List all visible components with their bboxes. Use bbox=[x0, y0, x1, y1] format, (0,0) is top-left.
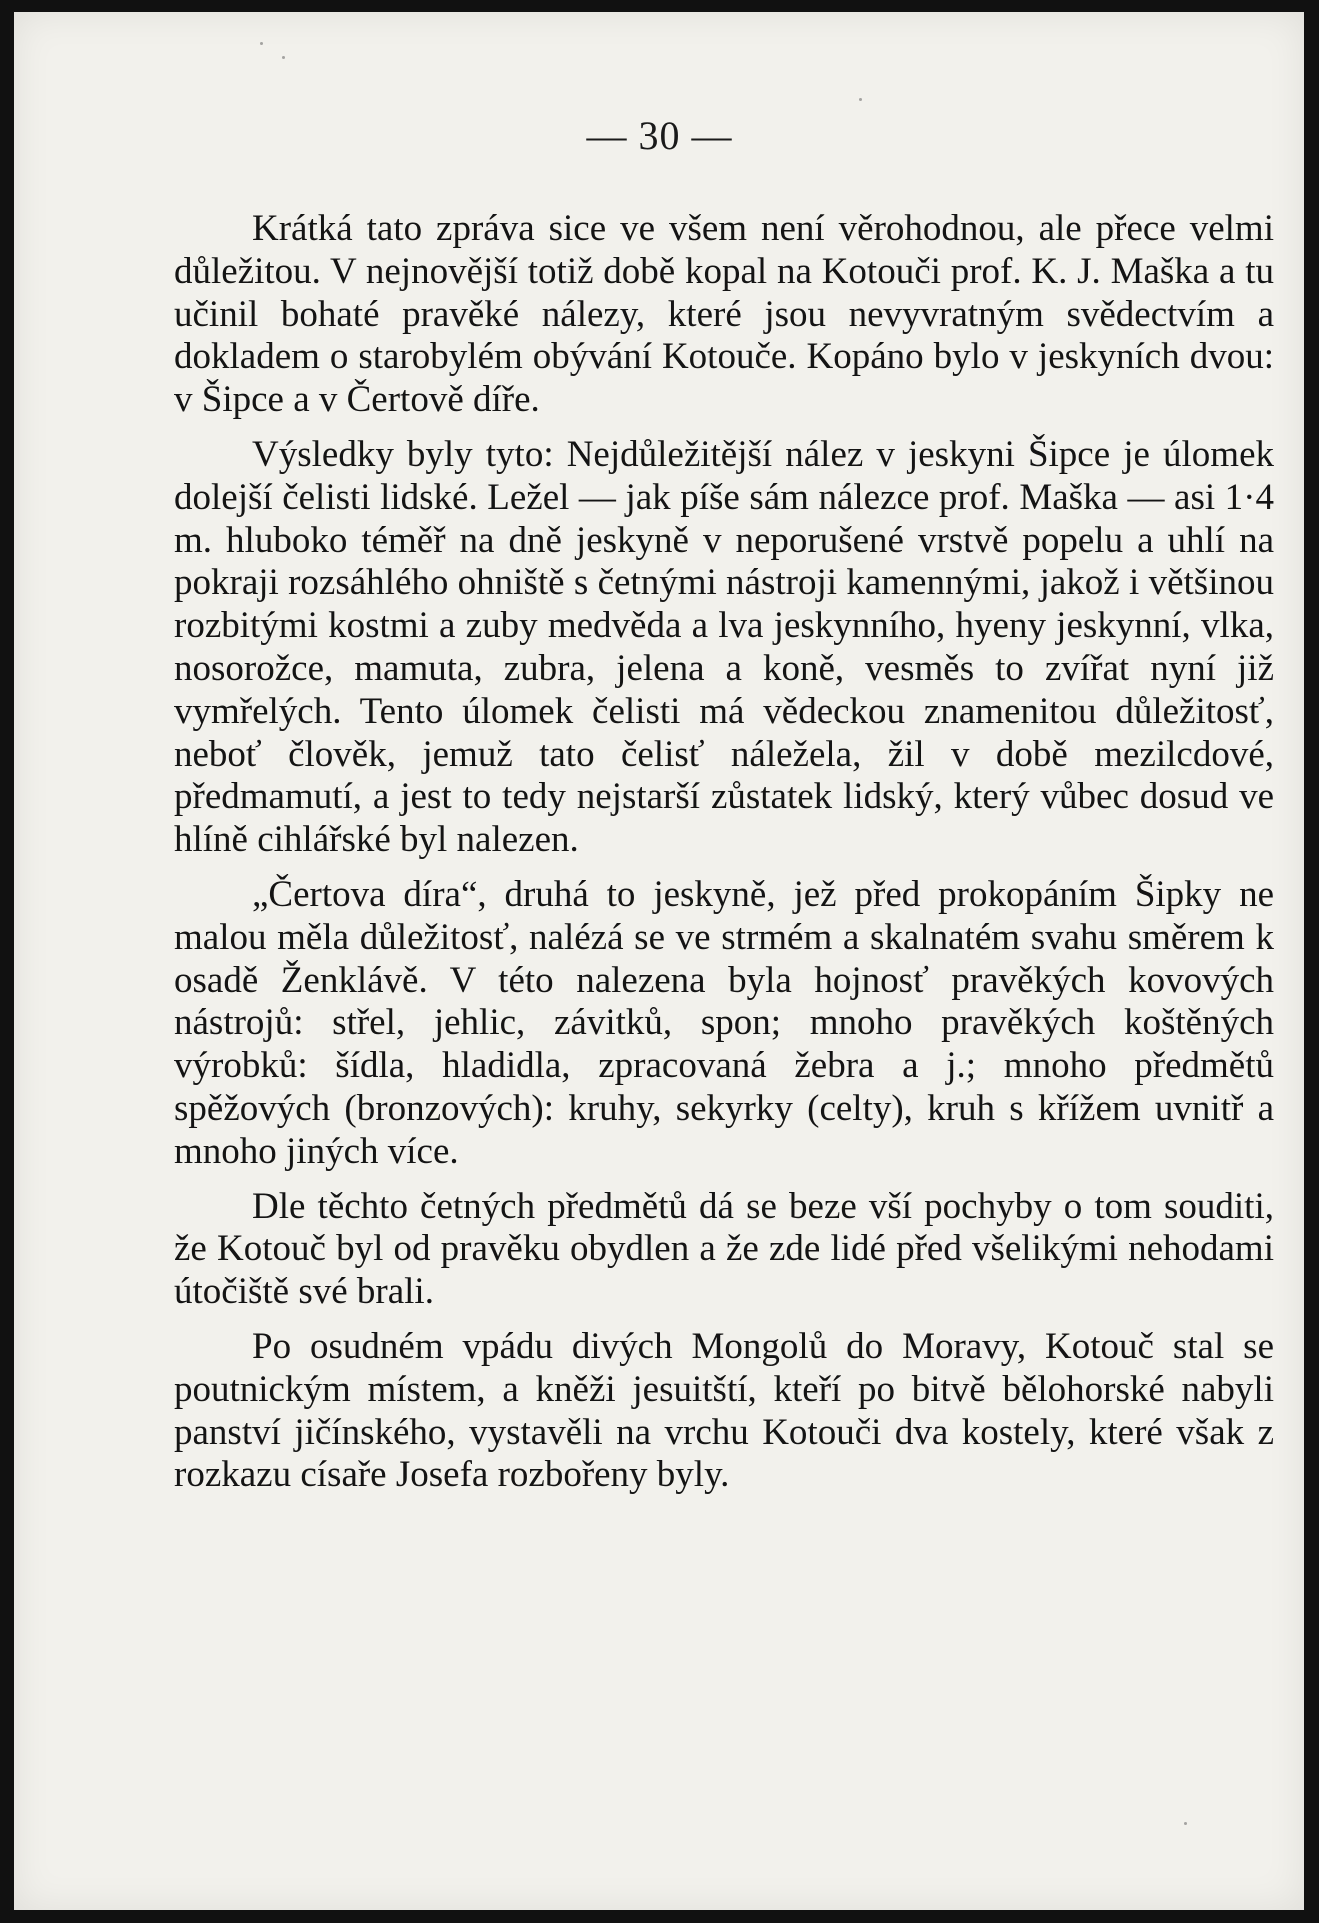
paper-speck bbox=[859, 98, 862, 101]
page-number: — 30 — bbox=[586, 113, 733, 158]
paragraph-1: Krátká tato zpráva sice ve všem není věrohodnou, ale přece velmi důležitou. V nejnovější totiž době kopal na Kotouči prof. K. J. Maška a tu učinil bohaté pravěké nálezy, které jsou nevyvratným svědectvím a dokladem o starobylém obývání Kotouče. Kopáno bylo v jeskyních dvou: v Šipce a v Čertově díře. bbox=[174, 208, 1274, 421]
paper-speck bbox=[282, 56, 285, 59]
page-body bbox=[174, 208, 1274, 1497]
paragraph-3: „Čertova díra“, druhá to jeskyně, jež před prokopáním Šipky ne malou měla důležitosť, nalézá se ve strmém a skalnatém svahu směrem k osadě Ženklávě. V této nalezena byla hojnosť pravěkých kovových nástrojů: střel, jehlic, závitků, spon; mnoho pravěkých koštěných výrobků: šídla, hladidla, zpracovaná žebra a j.; mnoho předmětů spěžových (bronzových): kruhy, sekyrky (celty), kruh s křížem uvnitř a mnoho jiných více. bbox=[174, 873, 1274, 1172]
paper-speck bbox=[260, 42, 263, 45]
paragraph-5: Po osudném vpádu divých Mongolů do Moravy, Kotouč stal se poutnickým místem, a kněži jesuitští, kteří po bitvě bělohorské nabyli panství jičínského, vystavěli na vrchu Kotouči dva kostely, které však z rozkazu císaře Josefa rozbořeny byly. bbox=[174, 1325, 1274, 1496]
paragraph-4: Dle těchto četných předmětů dá se beze vší pochyby o tom souditi, že Kotouč byl od pravěku obydlen a že zde lidé před všelikými nehodami útočiště své brali. bbox=[174, 1185, 1274, 1313]
paper-speck bbox=[1184, 1822, 1187, 1825]
paragraph-2: Výsledky byly tyto: Nejdůležitější nález v jeskyni Šipce je úlomek dolejší čelisti lidské. Ležel — jak píše sám nálezce prof. Maška — asi 1·4 m. hluboko téměř na dně jeskyně v neporušené vrstvě popelu a uhlí na pokraji rozsáhlého ohniště s četnými nástroji kamennými, jakož i většinou rozbitými kostmi a zuby medvěda a lva jeskynního, hyeny jeskynní, vlka, nosorožce, mamuta, zubra, jelena a koně, vesměs to zvířat nyní již vymřelých. Tento úlomek čelisti má vědeckou znamenitou důležitosť, neboť člověk, jemuž tato čelisť náležela, žil v době mezilcdové, předmamutí, a jest to tedy nejstarší zůstatek lidský, který vůbec dosud ve hlíně cihlářské byl nalezen. bbox=[174, 433, 1274, 861]
